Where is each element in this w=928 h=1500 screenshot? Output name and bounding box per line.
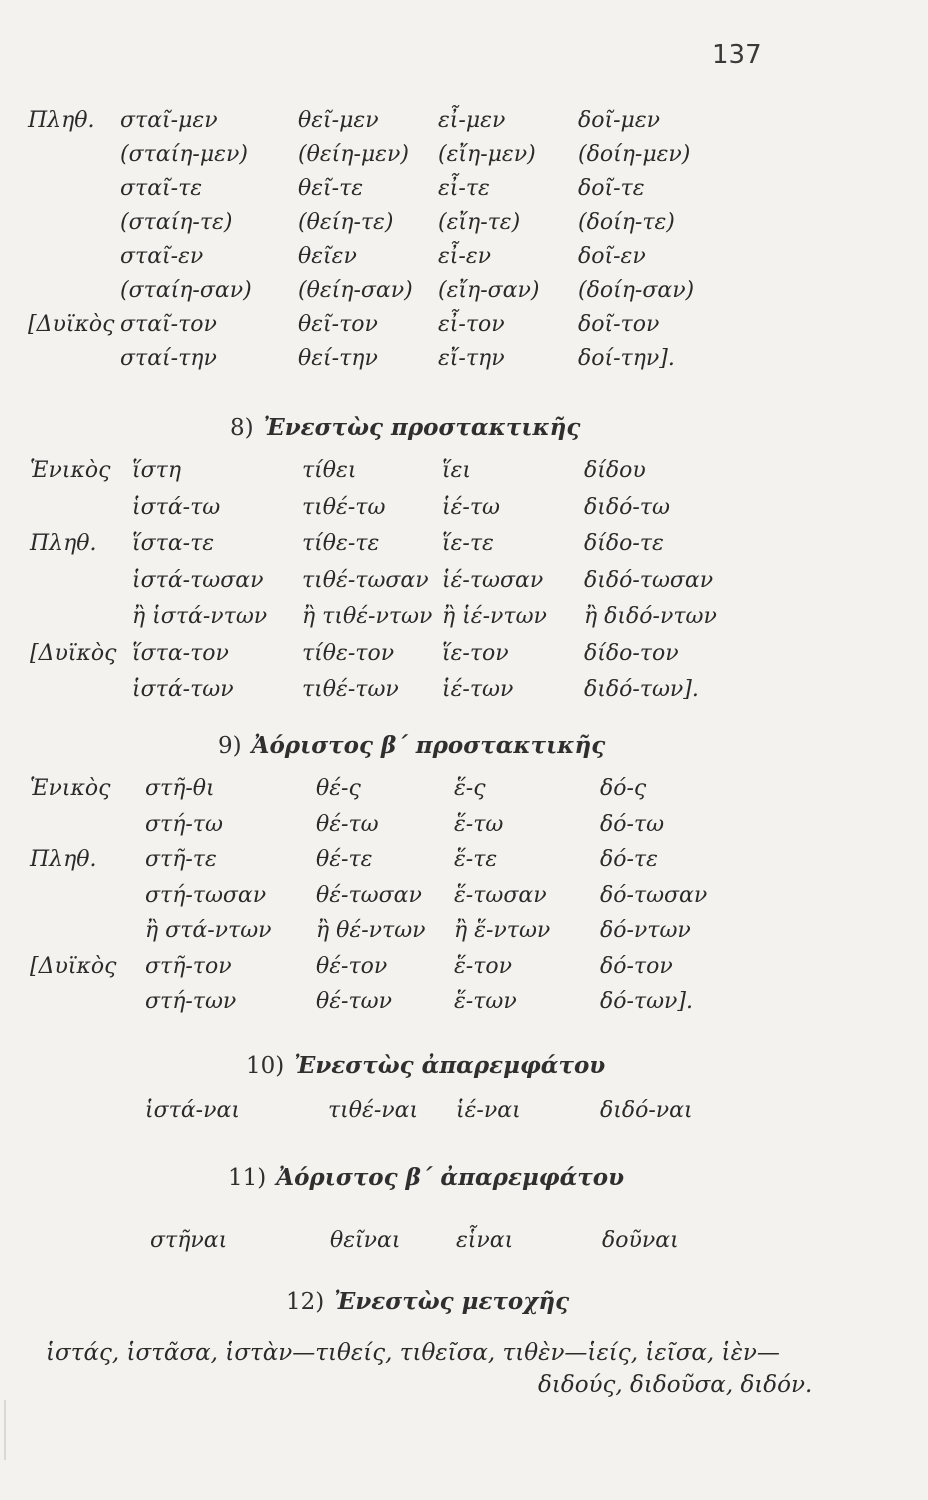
section-8-number: 8) [230,415,254,441]
paradigm-row [0,531,928,567]
verb-form: δό-ντων [600,918,691,943]
verb-form: (σταίη-τε) [120,210,233,235]
section-9-heading [218,732,605,759]
verb-form: δό-τε [600,847,658,872]
verb-form: δίδου [584,458,646,483]
paradigm-row [0,458,928,494]
verb-form: (δοίη-τε) [578,210,675,235]
verb-form: ἱστά-τω [132,494,221,520]
verb-form: διδό-ναι [600,1098,693,1123]
row-label: [Δυϊκὸς [28,312,115,337]
verb-form: (δοίη-σαν) [578,278,695,303]
verb-form: εἶ-εν [438,244,492,269]
verb-form: ἵστη [132,458,181,483]
row-label: Πληθ. [28,108,95,133]
verb-form: ἵε-τε [442,531,494,556]
row-label: Ἑνικὸς [30,776,111,801]
verb-form: (θείη-τε) [298,210,394,235]
verb-form: (εἴη-μεν) [438,142,536,167]
verb-form: θεῖεν [298,244,357,269]
section-10-title: Ἐνεστὼς ἀπαρεμφάτου [294,1052,606,1079]
paradigm-row [0,604,928,640]
verb-form: διδό-τωσαν [584,567,714,593]
participle-line-1: ἱστάς, ἱστᾶσα, ἱστὰν—τιθείς, τιθεῖσα, τιθὲν—ἱείς, ἱεῖσα, ἱὲν— [46,1340,780,1366]
paradigm-row [0,954,928,990]
verb-form: σταί-την [120,346,217,371]
verb-form: θέ-τε [316,847,373,872]
paradigm-row [0,641,928,677]
verb-form: διδό-τω [584,494,670,520]
verb-form: (θείη-σαν) [298,278,413,303]
verb-form: ἱστά-τωσαν [132,567,264,593]
verb-form: ἕ-ς [454,776,486,801]
paradigm-row [0,495,928,531]
verb-form: θεῖ-τε [298,176,364,201]
verb-form: τιθέ-των [302,677,399,702]
verb-form: τιθέ-ναι [328,1098,419,1123]
verb-form: (σταίη-μεν) [120,142,248,167]
verb-form: ἵστα-τε [132,531,215,556]
section-12-heading [286,1288,569,1315]
verb-form: ἢ διδό-ντων [584,604,717,629]
section-8-title: Ἐνεστὼς προστακτικῆς [263,414,581,441]
verb-form: διδό-των]. [584,677,699,702]
verb-form: θέ-ς [316,776,361,801]
verb-form: δό-τω [600,811,665,837]
paradigm-row [0,847,928,883]
paradigm-row [0,568,928,604]
verb-form: τιθέ-τωσαν [302,567,429,593]
paradigm-row [0,812,928,848]
verb-form: δοί-την]. [578,346,675,371]
page-number: 137 [712,40,762,70]
verb-form: ἕ-τον [454,953,513,979]
participle-line-2: διδούς, διδοῦσα, διδόν. [538,1372,813,1398]
paradigm-row [0,346,928,382]
verb-form: δοῖ-τε [578,176,645,201]
verb-form: ἱέ-τωσαν [442,567,544,593]
page-edge-mark [4,1400,6,1460]
paradigm-row [0,312,928,348]
paradigm-row [0,918,928,954]
verb-form: εἶ-τον [438,312,505,337]
section-11-title: Ἀόριστος β΄ ἀπαρεμφάτου [276,1164,625,1191]
verb-form: εἶ-τε [438,176,490,201]
section-11-heading [228,1164,624,1191]
verb-form: τιθέ-τω [302,494,386,520]
verb-form: θέ-τω [316,811,379,837]
section-10-heading [246,1052,605,1079]
verb-form: σταῖ-τε [120,176,203,201]
verb-form: θεῖναι [330,1228,401,1253]
verb-form: ἱέ-ναι [456,1098,521,1123]
verb-form: θεῖ-τον [298,312,378,337]
paradigm-row [0,108,928,144]
verb-form: ἕ-τε [454,847,498,872]
verb-form: δίδο-τον [584,640,679,666]
verb-form: σταῖ-μεν [120,108,218,133]
verb-form: (θείη-μεν) [298,142,409,167]
row-label: Πληθ. [30,531,97,556]
verb-form: ἵστα-τον [132,640,229,666]
verb-form: ἕ-των [454,989,517,1014]
verb-form: στῆναι [150,1228,228,1253]
verb-form: ἢ ἕ-ντων [454,918,551,943]
verb-form: τίθει [302,458,357,483]
verb-form: θέ-τωσαν [316,882,422,908]
verb-form: ἵε-τον [442,640,509,666]
verb-form: ἢ στά-ντων [145,918,272,943]
section-11-number: 11) [228,1165,267,1191]
verb-form: σταῖ-εν [120,244,204,269]
paradigm-row [0,989,928,1025]
verb-form: δοῦναι [602,1228,679,1253]
paradigm-row [0,210,928,246]
verb-form: ἱστά-των [132,677,234,702]
verb-form: ἕ-τω [454,811,504,837]
verb-form: (σταίη-σαν) [120,278,252,303]
verb-form: δοῖ-εν [578,244,646,269]
verb-form: εἷναι [456,1228,514,1253]
paradigm-row [0,176,928,212]
section-9-title: Ἀόριστος β΄ προστακτικῆς [251,732,606,759]
section-12-number: 12) [286,1289,325,1315]
row-label: [Δυϊκὸς [30,640,117,666]
verb-form: δοῖ-μεν [578,108,661,133]
verb-form: στή-τωσαν [145,882,267,908]
verb-form: δό-τωσαν [600,882,708,908]
row-label: [Δυϊκὸς [30,953,117,979]
verb-form: στῆ-τον [145,953,232,979]
verb-form: ἱέ-των [442,677,514,702]
verb-form: θεί-την [298,346,378,371]
paradigm-row [0,1228,928,1264]
verb-form: σταῖ-τον [120,312,217,337]
verb-form: θεῖ-μεν [298,108,379,133]
row-label: Ἑνικὸς [30,458,111,483]
paradigm-row [0,1098,928,1134]
verb-form: δοῖ-τον [578,312,660,337]
verb-form: δό-τον [600,953,673,979]
verb-form: ἱέ-τω [442,494,500,520]
verb-form: στή-των [145,989,237,1014]
verb-form: δό-των]. [600,989,693,1014]
verb-form: (εἴη-σαν) [438,278,540,303]
paradigm-row [0,776,928,812]
verb-form: (δοίη-μεν) [578,142,691,167]
verb-form: στή-τω [145,811,223,837]
verb-form: ἕ-τωσαν [454,882,547,908]
verb-form: εἶ-μεν [438,108,506,133]
section-10-number: 10) [246,1053,285,1079]
verb-form: ἢ θέ-ντων [316,918,426,943]
verb-form: ἢ ἱέ-ντων [442,604,547,629]
verb-form: ἢ ἱστά-ντων [132,604,268,629]
verb-form: ἱστά-ναι [145,1098,240,1123]
verb-form: θέ-τον [316,953,388,979]
verb-form: (εἴη-τε) [438,210,521,235]
verb-form: θέ-των [316,989,392,1014]
verb-form: στῆ-θι [145,776,215,801]
paradigm-row [0,244,928,280]
section-8-heading [230,414,580,441]
verb-form: δό-ς [600,776,647,801]
paradigm-row [0,883,928,919]
verb-form: τίθε-τον [302,640,395,666]
section-9-number: 9) [218,733,242,759]
verb-form: δίδο-τε [584,531,664,556]
verb-form: εἴ-την [438,346,505,371]
row-label: Πληθ. [30,847,97,872]
section-12-title: Ἐνεστὼς μετοχῆς [334,1288,570,1315]
verb-form: τίθε-τε [302,531,380,556]
paradigm-row [0,278,928,314]
verb-form: ἢ τιθέ-ντων [302,604,433,629]
verb-form: ἵει [442,458,472,483]
paradigm-row [0,142,928,178]
verb-form: στῆ-τε [145,847,217,872]
paradigm-row [0,677,928,713]
